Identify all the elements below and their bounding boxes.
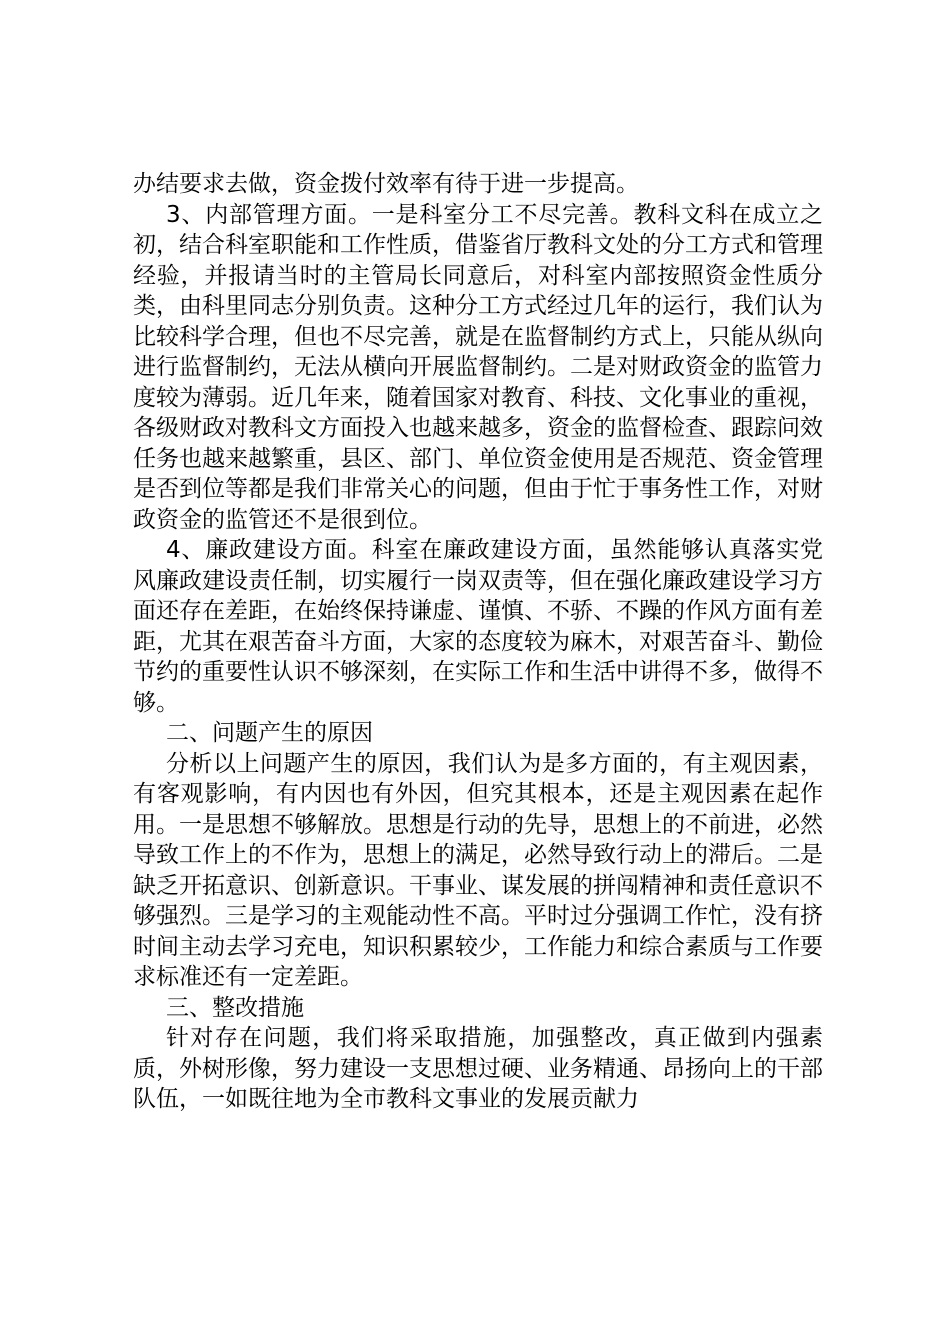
paragraph-integrity-building: 4、廉政建设方面。科室在廉政建设方面，虽然能够认真落实党风廉政建设责任制，切实履行一岗双责等，但在强化廉政建设学习方面还存在差距，在始终保持谦虚、谨慎、不骄、不躁的作风方面有差距，尤其在艰苦奋斗方面，大家的态度较为麻木，对艰苦奋斗、勤俭节约的重要性认识不够深刻，在实际工作和生活中讲得不多，做得不够。	[133, 537, 823, 716]
paragraph-measures: 针对存在问题，我们将采取措施，加强整改，真正做到内强素质，外树形像，努力建设一支思想过硬、业务精通、昂扬向上的干部队伍，一如既往地为全市教科文事业的发展贡献力	[133, 1025, 823, 1112]
paragraph-continuation: 办结要求去做，资金拨付效率有待于进一步提高。	[133, 171, 639, 197]
paragraph-causes-analysis: 分析以上问题产生的原因，我们认为是多方面的，有主观因素，有客观影响，有内因也有外因，但究其根本，还是主观因素在起作用。一是思想不够解放。思想是行动的先导，思想上的不前进，必然导致工作上的不作为，思想上的满足，必然导致行动上的滞后。二是缺乏开拓意识、创新意识。干事业、谋发展的拼闯精神和责任意识不够强烈。三是学习的主观能动性不高。平时过分强调工作忙，没有挤时间主动去学习充电，知识积累较少，工作能力和综合素质与工作要求标准还有一定差距。	[133, 750, 823, 990]
paragraph-internal-management: 3、内部管理方面。一是科室分工不尽完善。教科文科在成立之初，结合科室职能和工作性质，借鉴省厅教科文处的分工方式和管理经验，并报请当时的主管局长同意后，对科室内部按照资金性质分类，由科里同志分别负责。这种分工方式经过几年的运行，我们认为比较科学合理，但也不尽完善，就是在监督制约方式上，只能从纵向进行监督制约，无法从横向开展监督制约。二是对财政资金的监管力度较为薄弱。近几年来，随着国家对教育、科技、文化事业的重视，各级财政对教科文方面投入也越来越多，资金的监督检查、跟踪问效任务也越来越繁重，县区、部门、单位资金使用是否规范、资金管理是否到位等都是我们非常关心的问题，但由于忙于事务性工作，对财政资金的监管还不是很到位。	[133, 201, 823, 533]
section-heading-measures: 三、整改措施	[166, 994, 304, 1021]
section-heading-causes: 二、问题产生的原因	[166, 720, 373, 746]
document-body	[133, 169, 823, 1115]
